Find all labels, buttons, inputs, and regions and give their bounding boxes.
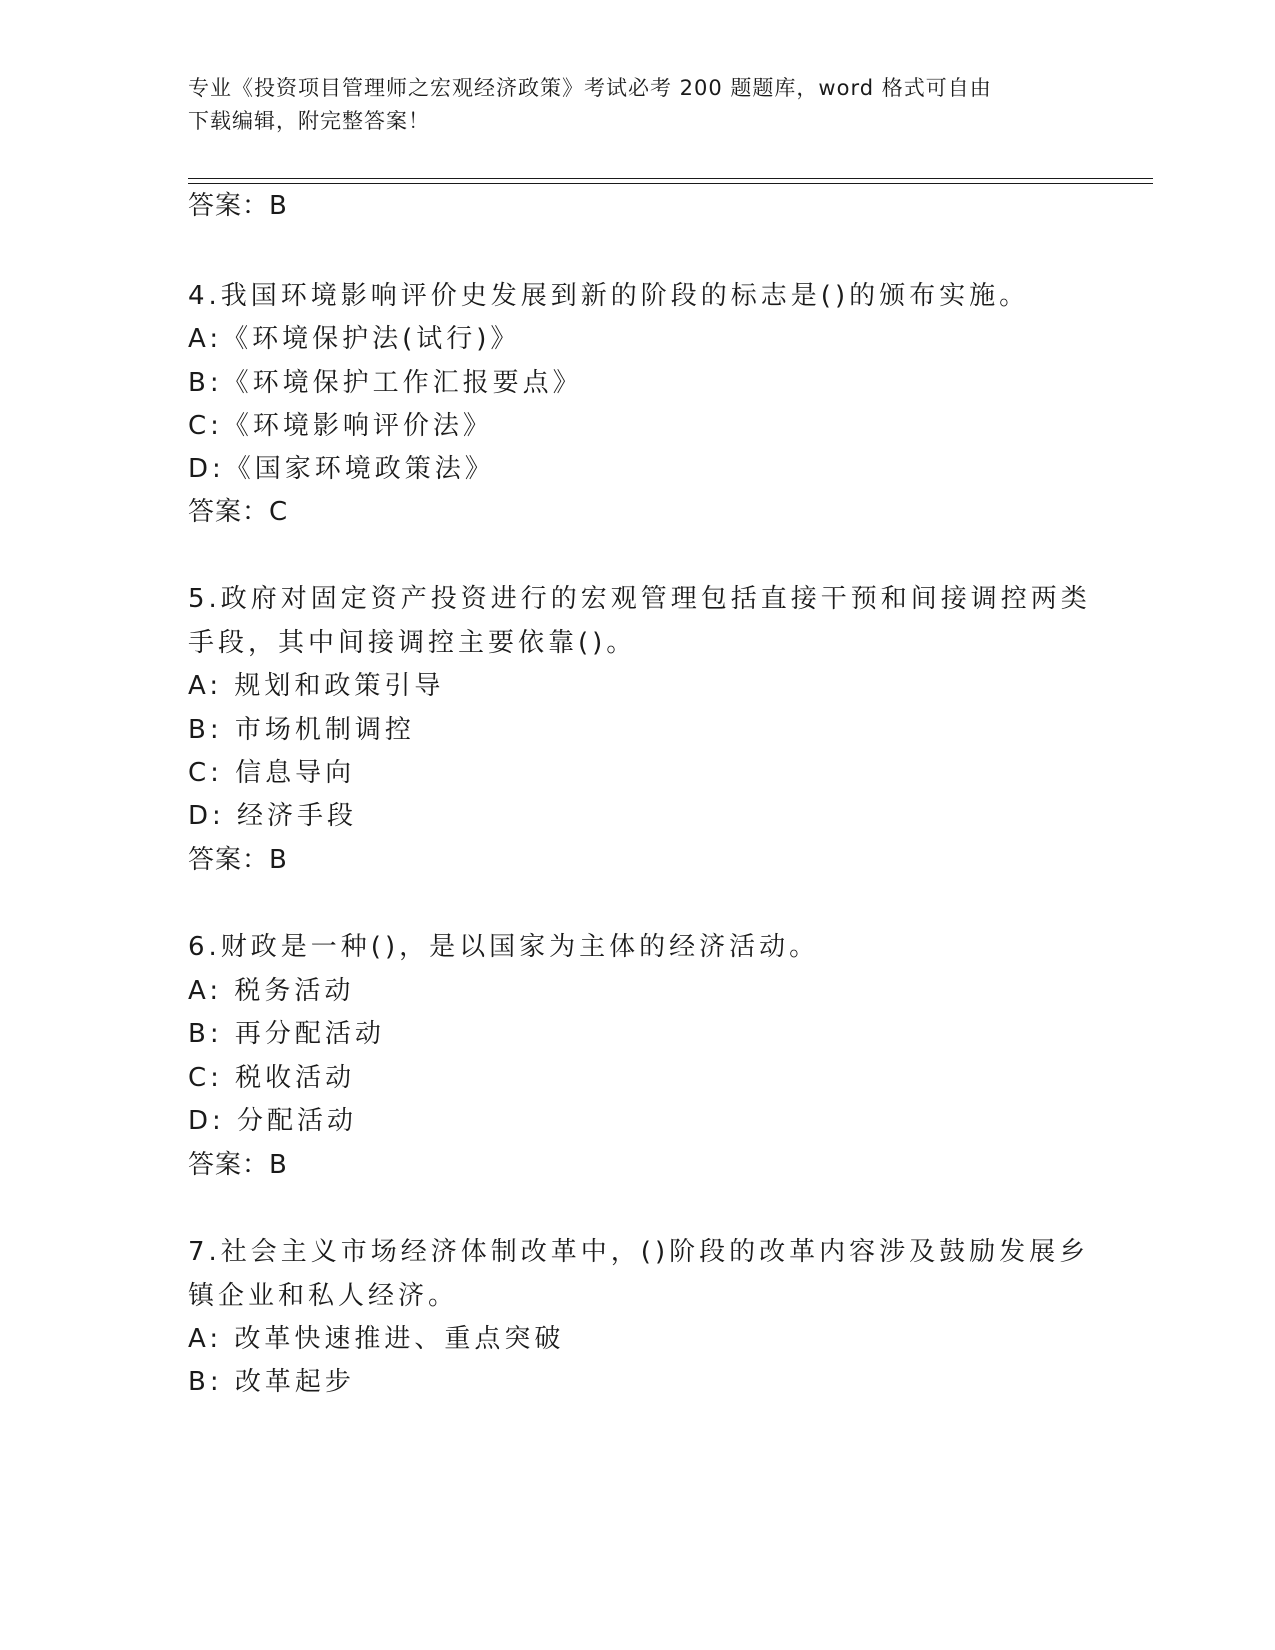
header-line-1: 专业《投资项目管理师之宏观经济政策》考试必考 200 题题库，word 格式可自由: [188, 76, 992, 100]
answer-line: 答案：B: [188, 191, 288, 221]
question-5-option-d: D: 经济手段: [188, 801, 358, 831]
question-6-option-c: C: 税收活动: [188, 1063, 356, 1093]
question-5-option-c: C: 信息导向: [188, 758, 356, 788]
question-6-stem: 6.财政是一种()，是以国家为主体的经济活动。: [188, 932, 820, 962]
question-5-option-b: B: 市场机制调控: [188, 715, 415, 745]
header-rule-bottom: [188, 183, 1153, 184]
question-4-option-c: C:《环境影响评价法》: [188, 411, 493, 441]
question-4-answer: 答案：C: [188, 497, 289, 527]
question-6-option-b: B: 再分配活动: [188, 1019, 385, 1049]
header-rule-top: [188, 178, 1153, 179]
question-4-stem: 4.我国环境影响评价史发展到新的阶段的标志是()的颁布实施。: [188, 281, 1030, 311]
question-7-stem-line-1: 7.社会主义市场经济体制改革中，()阶段的改革内容涉及鼓励发展乡: [188, 1237, 1090, 1267]
question-5-stem-line-1: 5.政府对固定资产投资进行的宏观管理包括直接干预和间接调控两类: [188, 584, 1091, 614]
question-4-option-a: A:《环境保护法(试行)》: [188, 324, 521, 354]
question-6-answer: 答案：B: [188, 1150, 288, 1180]
question-5-option-a: A: 规划和政策引导: [188, 671, 445, 701]
question-4-option-d: D:《国家环境政策法》: [188, 454, 495, 484]
question-4-option-b: B:《环境保护工作汇报要点》: [188, 368, 583, 398]
question-6-option-d: D: 分配活动: [188, 1106, 358, 1136]
question-7-option-a: A: 改革快速推进、重点突破: [188, 1324, 565, 1354]
header-line-2: 下载编辑，附完整答案！: [188, 109, 430, 133]
question-5-stem-line-2: 手段，其中间接调控主要依靠()。: [188, 628, 637, 658]
question-6-option-a: A: 税务活动: [188, 976, 355, 1006]
question-5-answer: 答案：B: [188, 845, 288, 875]
question-7-stem-line-2: 镇企业和私人经济。: [188, 1281, 459, 1311]
document-header: [188, 72, 1068, 138]
question-7-option-b: B: 改革起步: [188, 1367, 355, 1397]
